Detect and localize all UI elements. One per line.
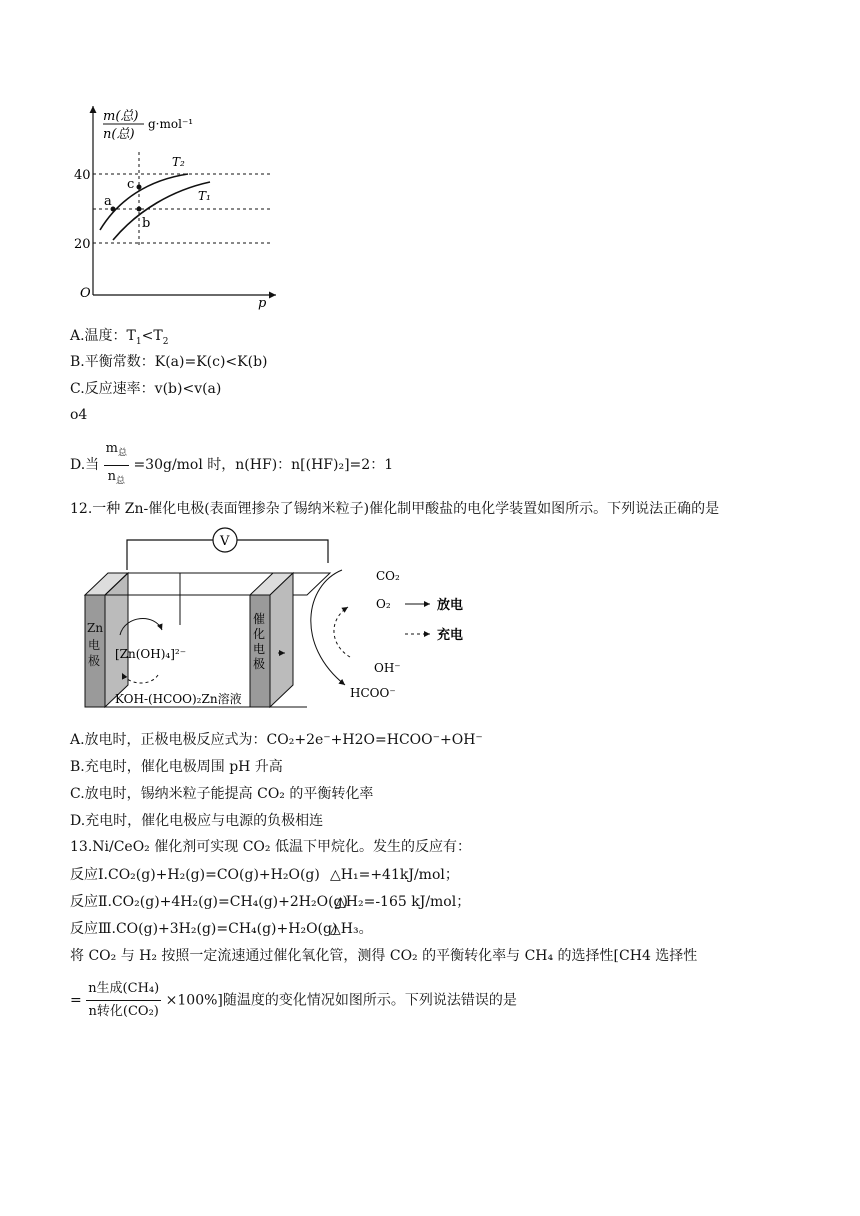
pressure-graph: [74, 100, 288, 311]
q13-reaction-3: 反应Ⅲ.CO(g)+3H₂(g)=CH₄(g)+H₂O(g) △H₃。: [70, 921, 373, 937]
q13-paragraph: 将 CO₂ 与 H₂ 按照一定流速通过催化氧化管，测得 CO₂ 的平衡转化率与 CH₄ 的选择性[CH4 选择性: [70, 948, 698, 964]
q13-stem: 13.Ni/CeO₂ 催化剂可实现 CO₂ 低温下甲烷化。发生的反应有：: [70, 839, 471, 855]
q12-stem: 12.一种 Zn-催化电极(表面锂掺杂了锡纳米粒子)催化制甲酸盐的电化学装置如图所示。下列说法正确的是: [70, 501, 720, 517]
point-b-label: b: [142, 216, 151, 231]
q13-reaction-1: 反应Ⅰ.CO₂(g)+H₂(g)=CO(g)+H₂O(g) △H₁=+41kJ/mol；: [70, 867, 459, 883]
solution-label: KOH-(HCOO)₂Zn溶液: [115, 692, 242, 706]
svg-text:电: 电: [88, 638, 101, 652]
x-axis-label: p: [258, 296, 267, 311]
mass-mole-fraction: $\frac{m_总}{n_总}$: [104, 438, 129, 492]
electrochemical-cell-diagram: [80, 525, 480, 715]
hydroxide-label: OH⁻: [374, 661, 401, 675]
curve-t2-label: T₂: [172, 155, 185, 169]
point-a-label: a: [104, 194, 112, 209]
svg-text:电: 电: [253, 642, 266, 656]
tick-40: 40: [74, 168, 91, 183]
y-unit: g·mol⁻¹: [148, 117, 194, 131]
q12-option-c: C.放电时，锡纳米粒子能提高 CO₂ 的平衡转化率: [70, 786, 374, 802]
q12-option-a: A.放电时，正极电极反应式为：CO₂+2e⁻+H2O=HCOO⁻+OH⁻: [70, 732, 483, 748]
y-label-den: n(总): [103, 127, 135, 142]
point-c-dot: [137, 185, 142, 190]
tick-20: 20: [74, 237, 91, 252]
curve-t1-label: T₁: [198, 189, 211, 203]
q11-option-b: B.平衡常数：K(a)=K(c)<K(b): [70, 354, 268, 370]
co2-label: CO₂: [376, 569, 400, 583]
origin-label: O: [80, 286, 91, 301]
svg-text:极: 极: [88, 654, 101, 668]
external-wire: [127, 540, 213, 570]
svg-text:Zn: Zn: [87, 621, 104, 635]
zincate-label: [Zn(OH)₄]²⁻: [115, 647, 187, 661]
svg-text:化: 化: [253, 627, 266, 641]
svg-text:极: 极: [253, 657, 266, 671]
legend-discharge: 放电: [437, 598, 464, 613]
q12-option-b: B.充电时，催化电极周围 pH 升高: [70, 759, 283, 775]
point-b-dot: [137, 207, 142, 212]
o2-label: O₂: [376, 597, 391, 611]
q11-option-a: A.温度：$T_1<T_2$: [70, 328, 169, 347]
q13-selectivity-formula: = $\frac{\text{n生成(CH₄)}}{\text{n转化(CO₂)}}$ ×100%]随温度的变化情况如图所示。下列说法错误的是: [70, 978, 517, 1023]
svg-text:催: 催: [253, 612, 266, 626]
q11-option-c: C.反应速率：v(b)<v(a): [70, 381, 222, 397]
selectivity-fraction: $\frac{\text{n生成(CH₄)}}{\text{n转化(CO₂)}}$: [86, 978, 161, 1023]
q11-option-d: D.当 $\frac{m_总}{n_总}$ =30g/mol 时，n(HF)：n[(HF)₂]=2：1: [70, 438, 393, 492]
q12-option-d: D.充电时，催化电极应与电源的负极相连: [70, 813, 324, 829]
q11-stray-text: o4: [70, 407, 88, 423]
point-c-label: c: [127, 177, 135, 192]
formate-label: HCOO⁻: [350, 686, 396, 700]
legend-charge: 充电: [437, 628, 464, 643]
svg-text:V: V: [220, 534, 230, 549]
y-label-num: m(总): [103, 109, 139, 124]
q13-reaction-2: 反应Ⅱ.CO₂(g)+4H₂(g)=CH₄(g)+2H₂O(g) △H₂=-165 kJ/mol；: [70, 894, 471, 910]
